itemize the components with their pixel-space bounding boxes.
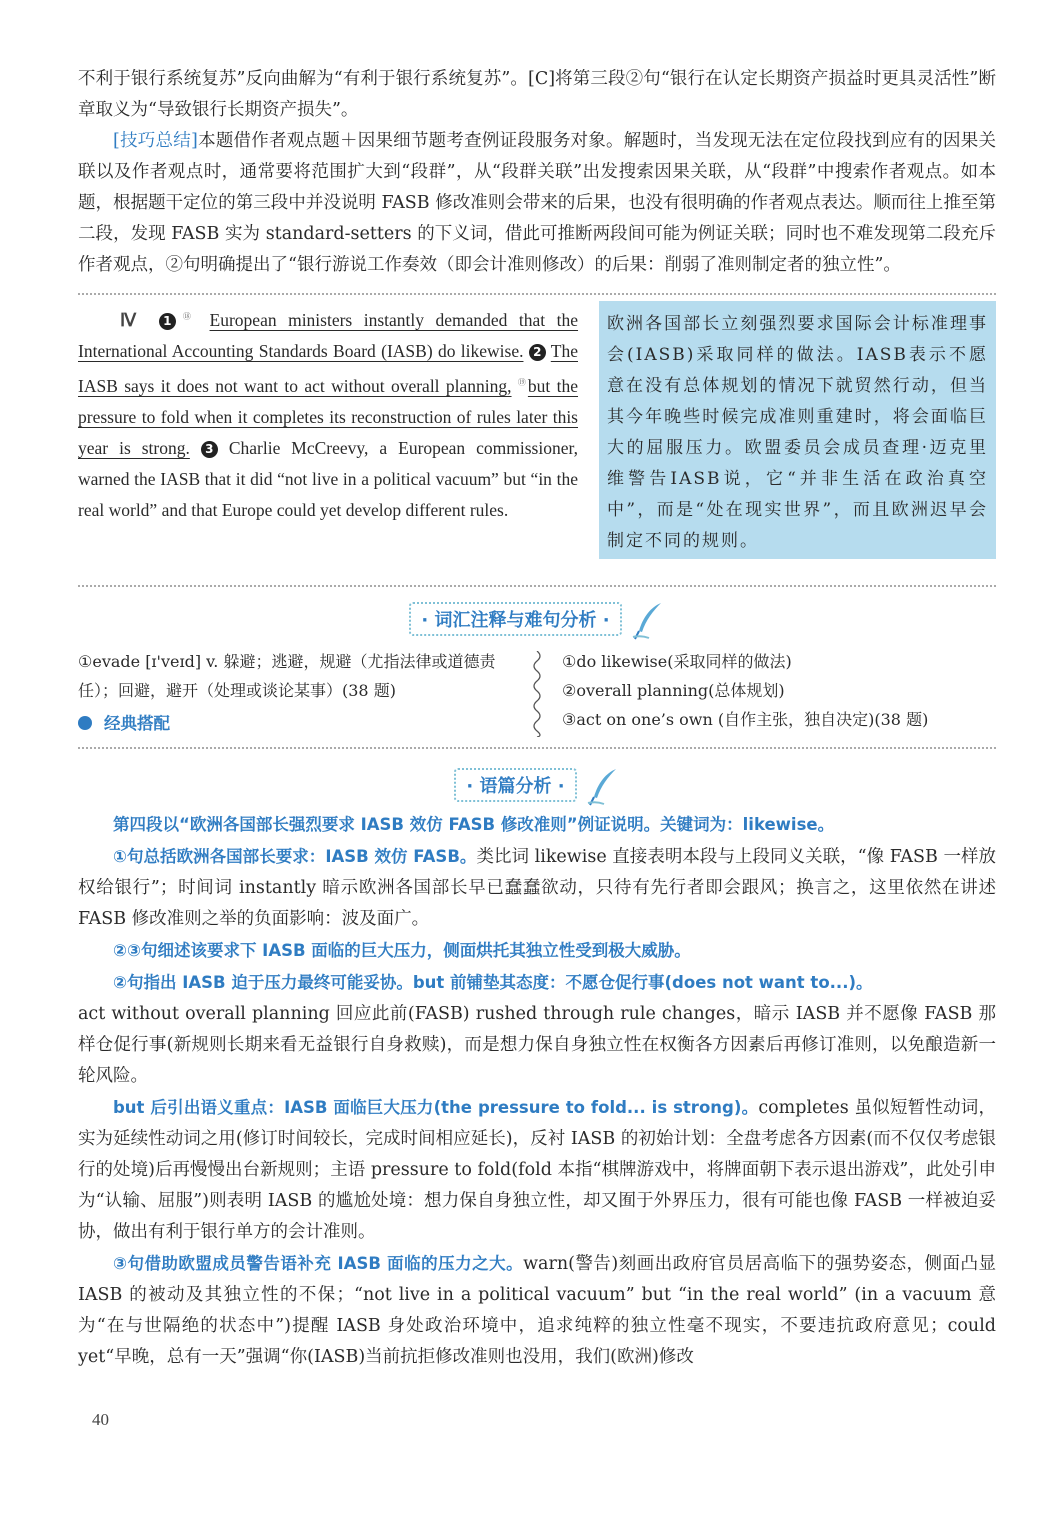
intro-paragraph: 不利于银行系统复苏”反向曲解为“有利于银行系统复苏”。[C]将第三段②句“银行在认定长期资产损益时更具灵活性”断章取义为“导致银行长期资产损失”。 bbox=[78, 69, 996, 120]
analysis-point bbox=[78, 1248, 996, 1373]
sentence-3: Charlie McCreevy, a European commissioner, warned the IASB that it did “not live in a political vacuum” but “in the real world” and that Europe could yet develop different rules. bbox=[78, 437, 579, 520]
tip-paragraph bbox=[78, 126, 996, 281]
vocab-right-column bbox=[562, 647, 996, 734]
sentence-number-1: 1 bbox=[159, 313, 176, 330]
analysis-point bbox=[78, 1092, 996, 1248]
passage-block bbox=[78, 293, 996, 587]
analysis-point-heading: ②③句细述该要求下 IASB 面临的巨大压力，侧面烘托其独立性受到极大威胁。 bbox=[113, 941, 691, 960]
wavy-divider-icon bbox=[530, 651, 544, 737]
analysis-section-header bbox=[78, 767, 996, 807]
analysis-point-heading: ①句总括欧洲各国部长要求：IASB 效仿 FASB。 bbox=[113, 847, 477, 866]
tip-label: [技巧总结] bbox=[113, 131, 198, 151]
sentence-2b: but the pressure to fold when it completes its reconstruction of rules later this year is strong. bbox=[78, 375, 579, 458]
vocab-section bbox=[78, 647, 996, 749]
analysis-summary-text: 第四段以“欧洲各国部长强烈要求 IASB 效仿 FASB 修改准则”例证说明。关键词为：likewise。 bbox=[113, 815, 835, 834]
analysis-section-title: · 语篇分析 · bbox=[454, 768, 576, 802]
paragraph-roman-numeral: Ⅳ bbox=[120, 309, 144, 330]
question-mark-1: ⑱ bbox=[175, 312, 199, 321]
sentence-2a: The IASB says it does not want to act without overall planning, bbox=[78, 340, 578, 396]
vocab-section-header bbox=[78, 601, 996, 641]
collocation-item: ②overall planning(总体规划) bbox=[562, 681, 785, 700]
analysis-summary bbox=[78, 809, 996, 841]
page-number: 40 bbox=[92, 1410, 109, 1429]
vocab-section-title: · 词汇注释与难句分析 · bbox=[409, 602, 621, 636]
analysis-point-heading: but 后引出语义重点：IASB 面临巨大压力(the pressure to fold... is strong)。 bbox=[113, 1098, 759, 1117]
vocab-entry-evade: ①evade [ɪ'veɪd] v. 躲避；逃避，规避（尤指法律或道德责任）；回避，避开（处理或谈论某事）(38 题) bbox=[78, 652, 496, 700]
analysis-point-heading: ③句借助欧盟成员警告语补充 IASB 面临的压力之大。 bbox=[113, 1254, 524, 1273]
tip-text: 本题借作者观点题＋因果细节题考查例证段服务对象。解题时，当发现无法在定位段找到应有的因果关联以及作者观点时，通常要将范围扩大到“段群”，从“段群关联”出发搜索因果关联，从“段群”中搜索作者观点。如本题，根据题干定位的第三段中并没说明 FASB 修改准则会带来的后果，也没有很明确的作者观点表达。顺而往上推至第二段，发现 FASB 实为 standard-setters 的下义词，借此可推断两段间可能为例证关联；同时也不难发现第二段充斥作者观点，②句明确提出了“银行游说工作奏效（即会计准则修改）的后果：削弱了准则制定者的独立性”。 bbox=[78, 131, 996, 275]
sentence-1: European ministers instantly demanded that the International Accounting Standards Board (IASB) do likewise. bbox=[78, 309, 579, 361]
page-content bbox=[78, 64, 996, 1373]
analysis-point bbox=[78, 967, 996, 999]
passage-english bbox=[78, 301, 578, 526]
analysis-section bbox=[78, 809, 996, 1373]
collocation-item: ①do likewise(采取同样的做法) bbox=[562, 652, 792, 671]
analysis-point-heading: ②句指出 IASB 迫于压力最终可能妥协。but 前铺垫其态度：不愿仓促行事(does not want to...)。 bbox=[113, 973, 873, 992]
analysis-point bbox=[78, 841, 996, 935]
sentence-number-2: 2 bbox=[529, 344, 546, 361]
collocation-heading bbox=[78, 709, 518, 738]
feather-pen-icon bbox=[586, 767, 620, 807]
sentence-number-3: 3 bbox=[201, 441, 218, 458]
analysis-point-body: warn(警告)刻画出政府官员居高临下的强势姿态，侧面凸显 IASB 的被动及其独立性的不保；“not live in a political vacuum” but “in the real world” (in a vacuum 意为“在与世隔绝的状态中”)提醒 IASB 身处政治环境中，追求纯粹的独立性毫不现实，不要违抗政府意见；could yet“早晚，总有一天”强调“你(IASB)当前抗拒修改准则也没用，我们(欧洲)修改 bbox=[78, 1254, 997, 1367]
analysis-point bbox=[78, 935, 996, 967]
vocab-left-column bbox=[78, 647, 518, 738]
bullet-dot-icon bbox=[78, 716, 92, 730]
analysis-point-body: act without overall planning 回应此前(FASB) rushed through rule changes，暗示 IASB 并不愿像 FASB 那样仓促行事(新规则长期来看无益银行自身救赎)，而是想力保自身独立性在权衡各方因素后再修订准则，以免酿造新一轮风险。 bbox=[78, 1004, 996, 1086]
passage-translation: 欧洲各国部长立刻强烈要求国际会计标准理事会(IASB)采取同样的做法。IASB表示不愿意在没有总体规划的情况下就贸然行动，但当其今年晚些时候完成准则重建时，将会面临巨大的屈服压力。欧盟委员会成员查理·迈克里维警告IASB说，它“并非生活在政治真空中”，而是“处在现实世界”，而且欧洲迟早会制定不同的规则。 bbox=[599, 301, 996, 559]
feather-pen-icon bbox=[631, 601, 665, 641]
collocation-item: ③act on one’s own (自作主张，独自决定)(38 题) bbox=[562, 710, 929, 729]
collocation-label: 经典搭配 bbox=[104, 714, 170, 733]
analysis-point-body: completes 虽似短暂性动词，实为延续性动词之用(修订时间较长，完成时间相应延长)，反衬 IASB 的初始计划：全盘考虑各方因素(而不仅仅考虑银行的处境)后再慢慢出台新规则；主语 pressure to fold(fold 本指“棋牌游戏中，将牌面朝下表示退出游戏”，此处引申为“认输、屈服”)则表明 IASB 的尴尬处境：想力保自身独立性，却又囿于外界压力，很有可能也像 FASB 一样被迫妥协，做出有利于银行单方的会计准则。 bbox=[78, 1098, 996, 1242]
question-mark-2: ⑲ bbox=[517, 377, 528, 387]
analysis-point-body: 类比词 likewise 直接表明本段与上段同义关联，“像 FASB 一样放权给银行”；时间词 instantly 暗示欧洲各国部长早已蠢蠢欲动，只待有先行者即会跟风；换言之，这里依然在讲述 FASB 修改准则之举的负面影响：波及面广。 bbox=[78, 847, 996, 929]
